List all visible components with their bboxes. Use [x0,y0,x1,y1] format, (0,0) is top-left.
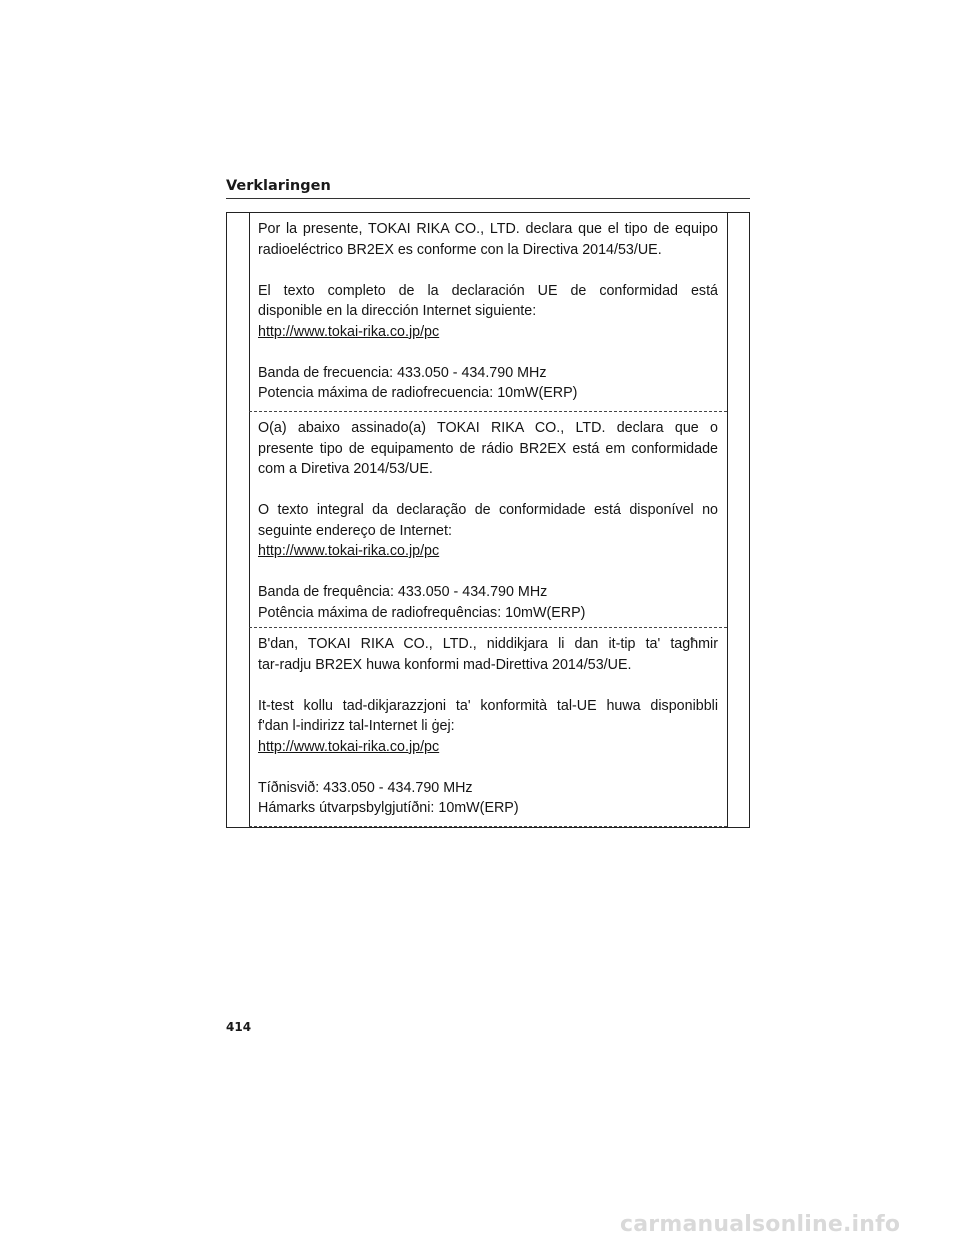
declaration-link[interactable]: http://www.tokai-rika.co.jp/pc [258,738,440,755]
frequency-band-text: Tíðnisvið: 433.050 - 434.790 MHz [258,779,473,796]
text-line: presente tipo de equipamento de rádio BR2EX está em conformidade [258,440,718,457]
availability-paragraph [258,500,718,562]
text-line: disponible en la dirección Internet siguiente: [258,303,537,319]
declaration-table [226,212,750,828]
frequency-band-text: Banda de frecuencia: 433.050 - 434.790 MHz [258,364,547,381]
declaration-paragraph [258,634,718,675]
declaration-section-portuguese [249,412,727,628]
availability-paragraph [258,696,718,758]
declaration-section-maltese [249,628,727,828]
page-header-title: Verklaringen [226,178,331,194]
text-line: f'dan l-indirizz tal-Internet li ġej: [258,718,455,734]
declaration-section-spanish [249,213,727,412]
availability-paragraph [258,281,718,343]
declaration-paragraph [258,418,718,480]
text-line: radioeléctrico BR2EX es conforme con la Directiva 2014/53/UE. [258,241,662,258]
declaration-link[interactable]: http://www.tokai-rika.co.jp/pc [258,323,440,340]
frequency-paragraph [258,363,718,404]
section-divider [249,826,727,827]
header-rule [226,198,750,199]
text-line: seguinte endereço de Internet: [258,522,452,539]
frequency-band-text: Banda de frequência: 433.050 - 434.790 MHz [258,584,548,600]
text-line: com a Diretiva 2014/53/UE. [258,461,433,477]
text-line: O texto integral da declaração de conformidade está disponível no [258,502,718,518]
max-power-text: Potência máxima de radiofrequências: 10mW(ERP) [258,604,586,621]
frequency-paragraph [258,582,718,623]
text-line: O(a) abaixo assinado(a) TOKAI RIKA CO., LTD. declara que o [258,420,718,436]
text-line: tar-radju BR2EX huwa konformi mad-Direttiva 2014/53/UE. [258,656,632,673]
declaration-paragraph [258,219,718,260]
max-power-text: Hámarks útvarpsbylgjutíðni: 10mW(ERP) [258,800,519,816]
max-power-text: Potencia máxima de radiofrecuencia: 10mW(ERP) [258,385,578,401]
text-line: It-test kollu tad-dikjarazzjoni ta' konformità tal-UE huwa disponibbli [258,697,718,714]
declaration-link[interactable]: http://www.tokai-rika.co.jp/pc [258,543,440,559]
right-margin-column-line [727,213,728,827]
text-line: B'dan, TOKAI RIKA CO., LTD., niddikjara li dan it-tip ta' tagħmir [258,636,718,652]
frequency-paragraph [258,778,718,819]
text-line: Por la presente, TOKAI RIKA CO., LTD. declara que el tipo de equipo [258,221,718,237]
watermark-text: carmanualsonline.info [620,1212,901,1237]
page-number: 414 [226,1020,252,1034]
text-line: El texto completo de la declaración UE de conformidad está [258,282,718,299]
